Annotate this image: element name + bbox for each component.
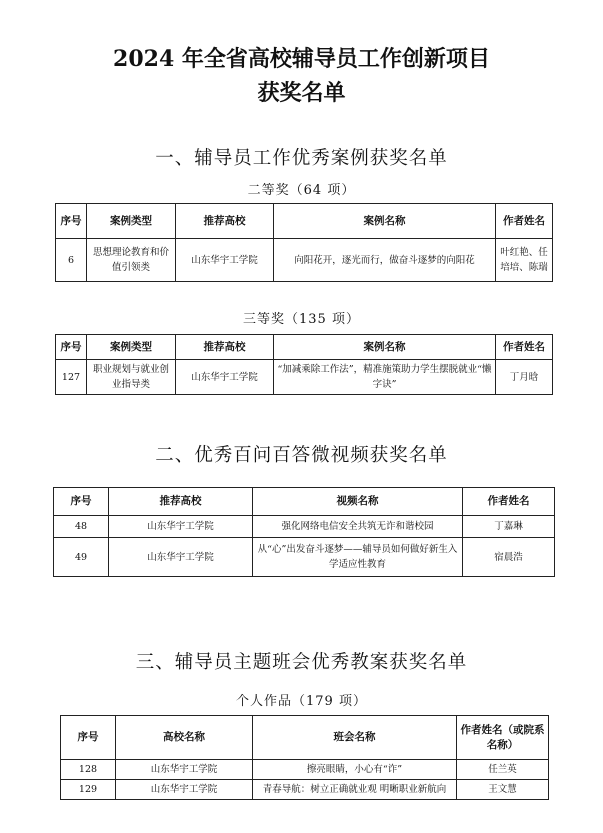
table-cell: 49 [54,538,109,577]
table-cell: 王文慧 [457,780,549,800]
micro-video-table [53,487,555,577]
table-cell: 山东华宇工学院 [116,780,253,800]
header-cell: 案例名称 [274,335,496,360]
individual-works-label: 个人作品（179 项） [236,694,367,709]
table-cell: 强化网络电信安全共筑无诈和谐校园 [253,516,463,538]
table-row [61,780,549,800]
table-cell: 思想理论教育和价值引领类 [87,239,176,282]
header-cell: 案例类型 [87,335,176,360]
table-cell: 从“心”出发奋斗逐梦——辅导员如何做好新生入学适应性教育 [253,538,463,577]
table-cell: 任兰英 [457,760,549,780]
header-cell: 作者姓名 [496,335,553,360]
table-cell: 丁月晗 [496,360,553,395]
table-row [56,239,553,282]
table-header-row [61,716,549,760]
header-cell: 作者姓名 [496,204,553,239]
table-cell: 129 [61,780,116,800]
document-title-line1: 2024 年全省高校辅导员工作创新项目 [113,46,490,72]
header-cell: 班会名称 [253,716,457,760]
header-cell: 案例名称 [274,204,496,239]
section3-heading: 三、辅导员主题班会优秀教案获奖名单 [135,652,468,673]
header-cell: 推荐高校 [109,488,253,516]
header-cell: 作者姓名（或院系名称） [457,716,549,760]
table-row [54,538,555,577]
header-cell: 序号 [56,335,87,360]
table-cell: 青春导航：树立正确就业观 明晰职业新航向 [253,780,457,800]
section2-heading: 二、优秀百问百答微视频获奖名单 [155,445,448,466]
header-cell: 推荐高校 [176,204,274,239]
table-cell: 宿晨浩 [463,538,555,577]
header-cell: 高校名称 [116,716,253,760]
table-cell: 擦亮眼睛，小心有“诈” [253,760,457,780]
second-prize-label: 二等奖（64 项） [247,183,356,198]
header-cell: 作者姓名 [463,488,555,516]
table-cell: 山东华宇工学院 [176,360,274,395]
table-row [56,360,553,395]
table-cell: 叶红艳、任培培、陈瑞 [496,239,553,282]
header-cell: 序号 [61,716,116,760]
table-row [61,760,549,780]
table-cell: 48 [54,516,109,538]
table-cell: 职业规划与就业创业指导类 [87,360,176,395]
third-prize-table [55,334,553,395]
table-cell: 山东华宇工学院 [109,516,253,538]
table-cell: 127 [56,360,87,395]
section1-heading: 一、辅导员工作优秀案例获奖名单 [155,148,448,169]
second-prize-table [55,203,553,282]
header-cell: 案例类型 [87,204,176,239]
table-cell: 山东华宇工学院 [116,760,253,780]
table-cell: 向阳花开，逐光而行，做奋斗逐梦的向阳花 [274,239,496,282]
table-cell: “加减乘除工作法”，精准施策助力学生摆脱就业“懒字诀” [274,360,496,395]
table-cell: 丁嘉琳 [463,516,555,538]
third-prize-label: 三等奖（135 项） [243,312,360,327]
table-header-row [56,204,553,239]
table-cell: 6 [56,239,87,282]
header-cell: 推荐高校 [176,335,274,360]
header-cell: 视频名称 [253,488,463,516]
table-cell: 128 [61,760,116,780]
table-row [54,516,555,538]
class-meeting-table [60,715,549,800]
header-cell: 序号 [56,204,87,239]
table-header-row [54,488,555,516]
document-title-line2: 获奖名单 [257,80,346,106]
table-cell: 山东华宇工学院 [109,538,253,577]
table-header-row [56,335,553,360]
header-cell: 序号 [54,488,109,516]
table-cell: 山东华宇工学院 [176,239,274,282]
